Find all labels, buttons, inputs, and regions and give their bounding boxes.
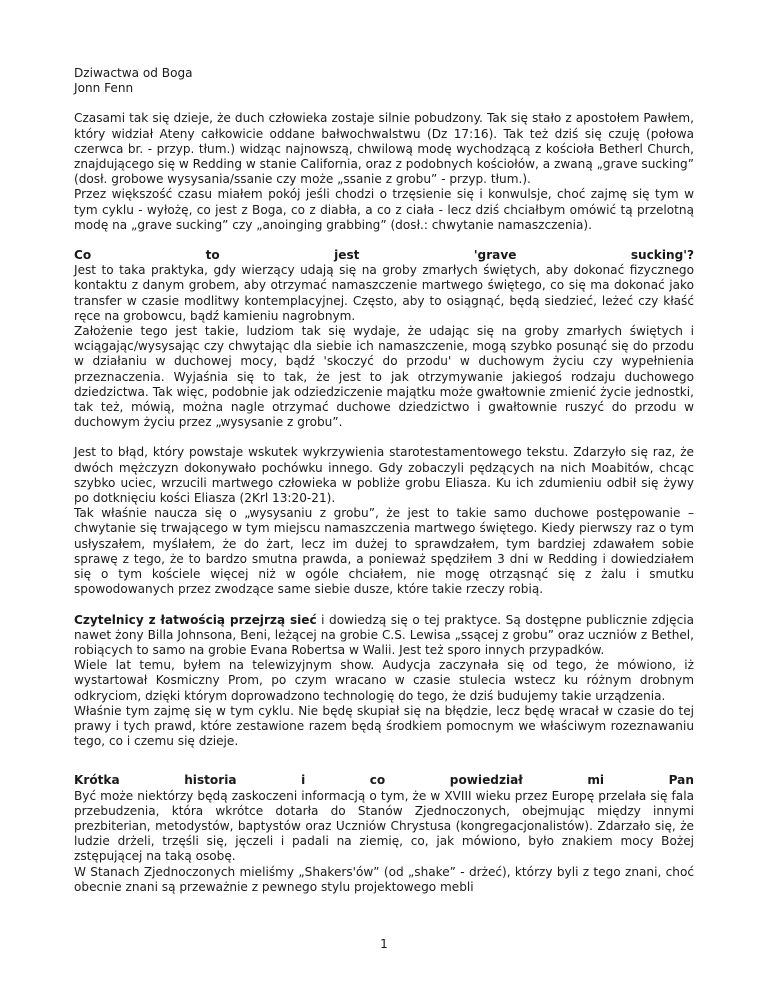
heading-word: 'grave — [473, 248, 517, 263]
body-paragraph: Właśnie tym zajmę się w tym cyklu. Nie będę skupiał się na błędzie, lecz będę wracał w czasie do tej prawy i tych prawd, które zestawione razem będą środkiem pomocnym we właściwym rozeznawaniu tego, co i czemu się dzieje. — [74, 703, 694, 749]
lead-bold-text: Czytelnicy z łatwością przejrzą sieć — [74, 612, 317, 627]
body-paragraph: Być może niektórzy będą zaskoczeni informacją o tym, że w XVIII wieku przez Europę przelała się fala przebudzenia, która wkrótce dotarła do Stanów Zjednoczonych, obejmując między innymi prezbiterian, metodystów, baptystów oraz Uczniów Chrystusa (kongregacjonalistów). Zdarzało się, że ludzie drżeli, trzęśli się, jęczeli i padali na ziemię, co, jak mówiono, było znakiem mocy Bożej zstępującej na taką osobę. — [74, 788, 694, 864]
heading-word: powiedział — [449, 773, 523, 788]
body-paragraph — [74, 613, 694, 659]
heading-word: i — [301, 773, 306, 788]
document-header — [74, 66, 694, 96]
body-paragraph: Założenie tego jest takie, ludziom tak się wydaje, że udając się na groby zmarłych świętych i wciągając/wysysając czy chwytając dla siebie ich namaszczenie, mogą szybko posunąć się do przodu w działaniu w duchowej mocy, bądź 'skoczyć do przodu' w duchowym życiu czy wypełnienia przeznaczenia. Wyjaśnia się to tak, że jest to jak otrzymywanie jakiegoś rodzaju duchowego dziedzictwa. Tak więc, podobnie jak odziedziczenie majątku może gwałtownie zmienić życie jednostki, tak też, mówią, można nagle otrzymać duchowe dziedzictwo i gwałtownie ruszyć do przodu w duchowym życiu przez „wysysanie z grobu”. — [74, 324, 694, 430]
body-paragraph: Jest to taka praktyka, gdy wierzący udają się na groby zmarłych świętych, aby dokonać fizycznego kontaktu z danym grobem, aby otrzymać namaszczenie martwego świętego, co się ma dokonać jako transfer w czasie modlitwy kontemplacyjnej. Często, aby to osiągnąć, będą siedzieć, leżeć czy kłaść ręce na grobowcu, bądź kamieniu nagrobnym. — [74, 263, 694, 323]
heading-word: to — [205, 248, 220, 263]
section-what-is-grave-sucking — [74, 248, 694, 597]
body-paragraph: Tak właśnie naucza się o „wysysaniu z grobu”, że jest to takie samo duchowe postępowanie – chwytanie się trwającego w tym miejscu namaszczenia martwego świętego. Kiedy pierwszy raz o tym usłyszałem, myślałem, że do żart, lecz im dużej to sprawdzałem, tym bardziej zdawałem sobie sprawę z tego, że to bardzo smutna prawda, a ponieważ spędziłem 3 dni w Redding i dowiedziałem się o tym kościele więcej niż w ogóle chciałem, nie mogę otrząsnąć się z żalu i smutku spowodowanych przez zwodzące same siebie dusze, które takie rzeczy robią. — [74, 506, 694, 597]
section-short-history — [74, 773, 694, 895]
intro-paragraph: Przez większość czasu miałem pokój jeśli chodzi o trzęsienie się i konwulsje, choć zajmę się tym w tym cyklu - wyłożę, co jest z Boga, co z diabła, a co z ciała - lecz dziś chciałbym omówić tą przelotną modę na „grave sucking” czy „anoinging grabbing” (dosł.: chwytanie namaszczenia). — [74, 187, 694, 232]
page-number: 1 — [380, 937, 388, 951]
section-readers — [74, 613, 694, 750]
body-paragraph: W Stanach Zjednoczonych mieliśmy „Shakers'ów” (od „shake” - drżeć), którzy byli z tego znani, choć obecnie znani są przeważnie z pewnego stylu projektowego mebli — [74, 864, 694, 894]
body-paragraph: Jest to błąd, który powstaje wskutek wykrzywienia starotestamentowego tekstu. Zdarzyło się raz, że dwóch mężczyzn dokonywało pochówku innego. Gdy zobaczyli pędzących na nich Moabitów, chcąc szybko uciec, wrzucili martwego człowieka w pobliże grobu Eliasza. Ku ich zdumieniu odbił się żywy po dotknięciu kości Eliasza (2Krl 13:20-21). — [74, 445, 694, 506]
heading-word: historia — [184, 773, 237, 788]
heading-word: co — [369, 773, 386, 788]
heading-word: jest — [334, 248, 360, 263]
lead-rest-text: i dowiedzą się o tej praktyce. Są dostępne publicznie zdjęcia nawet żony Billa Johnsona, Beni, leżącej na grobie C.S. Lewisa „ssącej z grobu” oraz uczniów z Bethel, robiących to samo na grobie Evana Robertsa w Walii. Jest też sporo innych przypadków. — [74, 612, 694, 657]
heading-word: mi — [587, 773, 605, 788]
document-title: Dziwactwa od Boga — [74, 66, 193, 80]
body-paragraph: Wiele lat temu, byłem na telewizyjnym show. Audycja zaczynała się od tego, że mówiono, iż wystartował Kosmiczny Prom, po czym wracano w czasie stulecia wstecz ku różnym drobnym odkryciom, dzięki którym doprowadzono technologię do tego, że dziś budujemy takie urządzenia. — [74, 658, 694, 703]
document-author: Jonn Fenn — [74, 81, 134, 96]
section-heading — [74, 248, 694, 263]
intro-section — [74, 111, 694, 233]
heading-word: Co — [74, 248, 92, 263]
intro-paragraph: Czasami tak się dzieje, że duch człowieka zostaje silnie pobudzony. Tak się stało z apostołem Pawłem, który widział Ateny całkowicie oddane bałwochwalstwu (Dz 17:16). Tak też dziś się czuję (połowa czerwca br. - przyp. tłum.) widząc najnowszą, chwilową modę wychodzącą z kościoła Betherl Church, znajdującego się w Redding w stanie California, oraz z podobnych kościołów, a zwaną „grave sucking” (dosł. grobowe wysysania/ssanie czy może „ssanie z grobu” - przyp. tłum.). — [74, 111, 694, 187]
heading-word: sucking'? — [630, 248, 694, 263]
heading-word: Krótka — [74, 773, 120, 788]
section-heading — [74, 773, 694, 788]
heading-word: Pan — [668, 773, 694, 788]
